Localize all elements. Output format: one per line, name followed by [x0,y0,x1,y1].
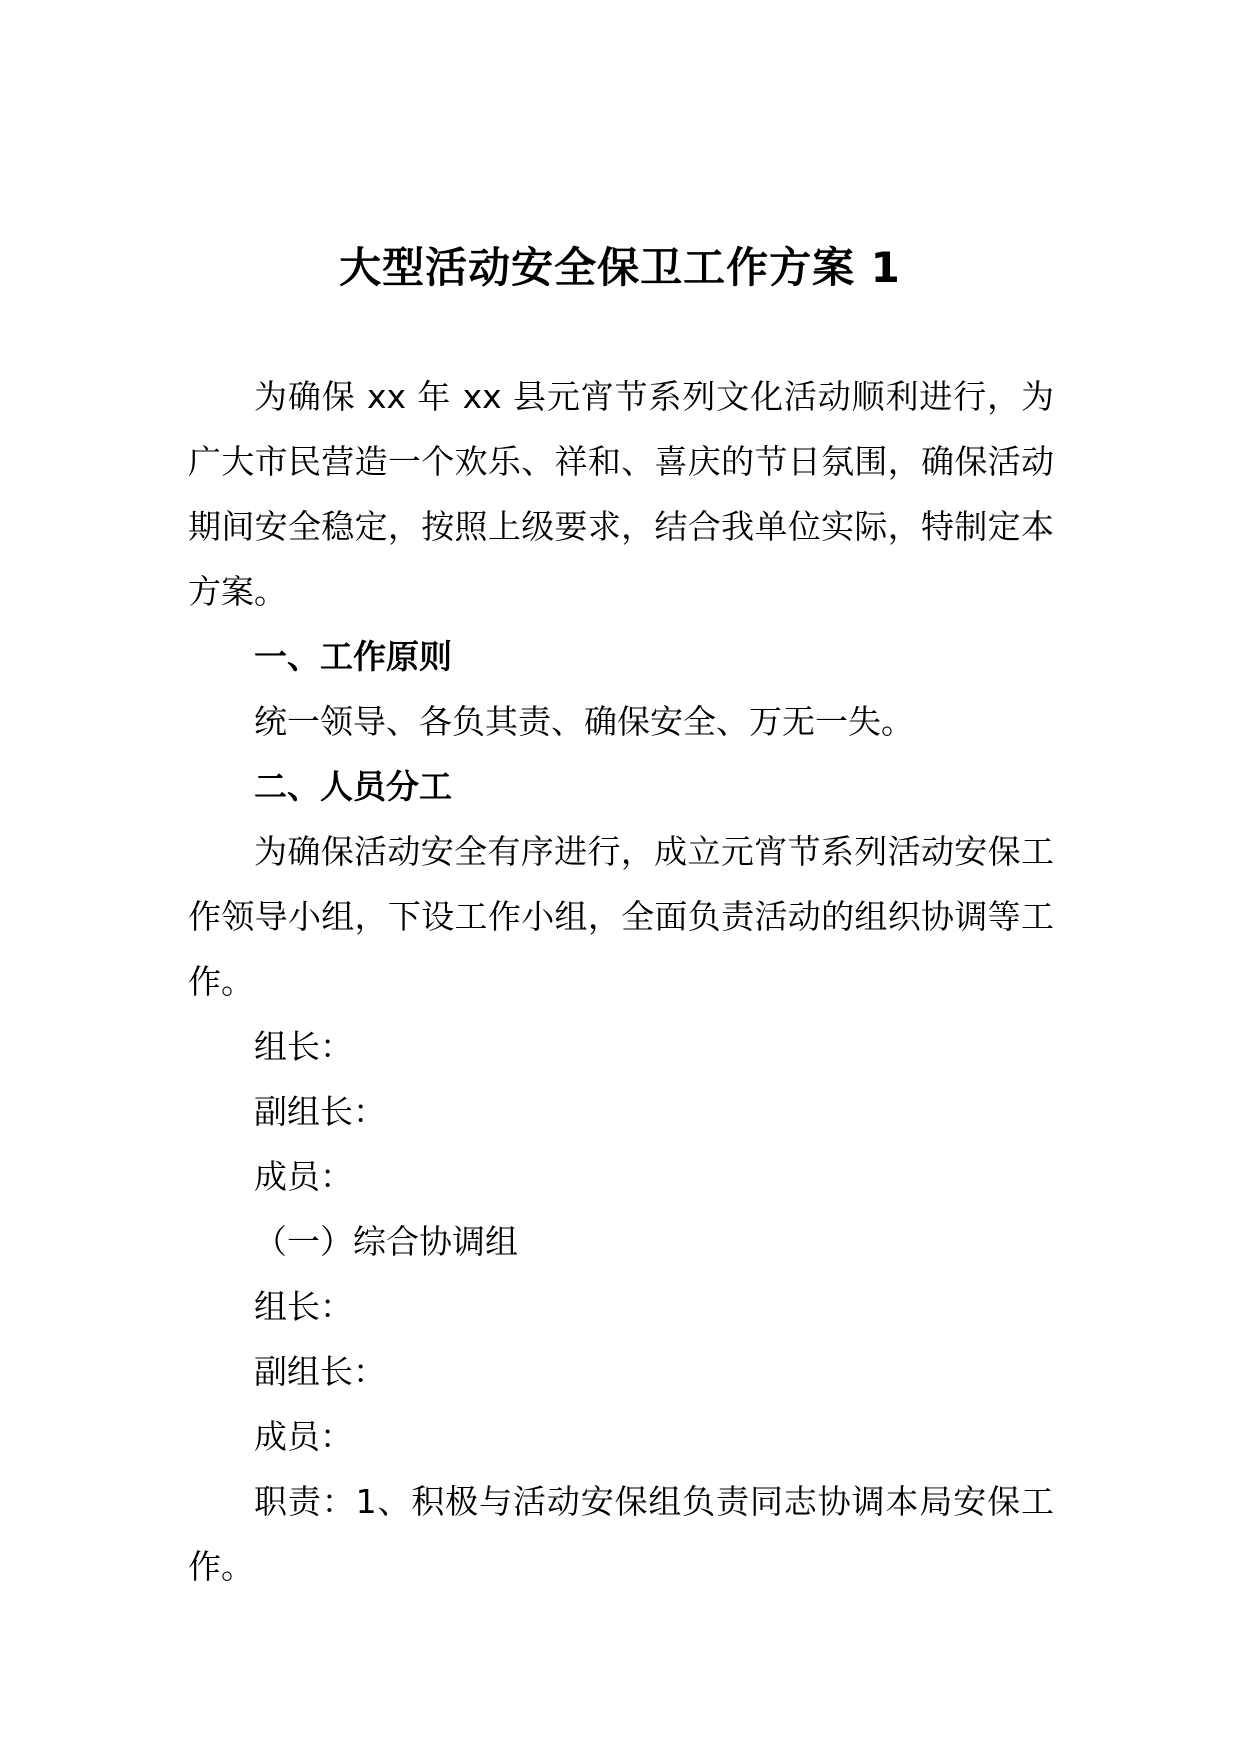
intro-paragraph: 为确保 xx 年 xx 县元宵节系列文化活动顺利进行，为广大市民营造一个欢乐、祥和、喜庆的节日氛围，确保活动期间安全稳定，按照上级要求，结合我单位实际，特制定本方案。 [188,377,1054,611]
subgroup-heading: （一）综合协调组 [254,1222,518,1261]
leader-line: 组长： [254,1027,353,1066]
document-title: 大型活动安全保卫工作方案 1 [339,243,901,292]
subgroup-members-line: 成员： [254,1417,353,1456]
members-line: 成员： [254,1157,353,1196]
principles-paragraph: 统一领导、各负其责、确保安全、万无一失。 [254,702,914,741]
document-body [188,364,1054,1599]
deputy-leader-line: 副组长： [254,1092,386,1131]
subgroup-deputy-leader-line: 副组长： [254,1352,386,1391]
subgroup-leader-line: 组长： [254,1287,353,1326]
section-heading-staffing: 二、人员分工 [254,767,452,806]
duties-paragraph: 职责：1、积极与活动安保组负责同志协调本局安保工作。 [188,1482,1054,1586]
staffing-paragraph: 为确保活动安全有序进行，成立元宵节系列活动安保工作领导小组，下设工作小组，全面负责活动的组织协调等工作。 [188,832,1054,1001]
section-heading-principles: 一、工作原则 [254,637,452,676]
